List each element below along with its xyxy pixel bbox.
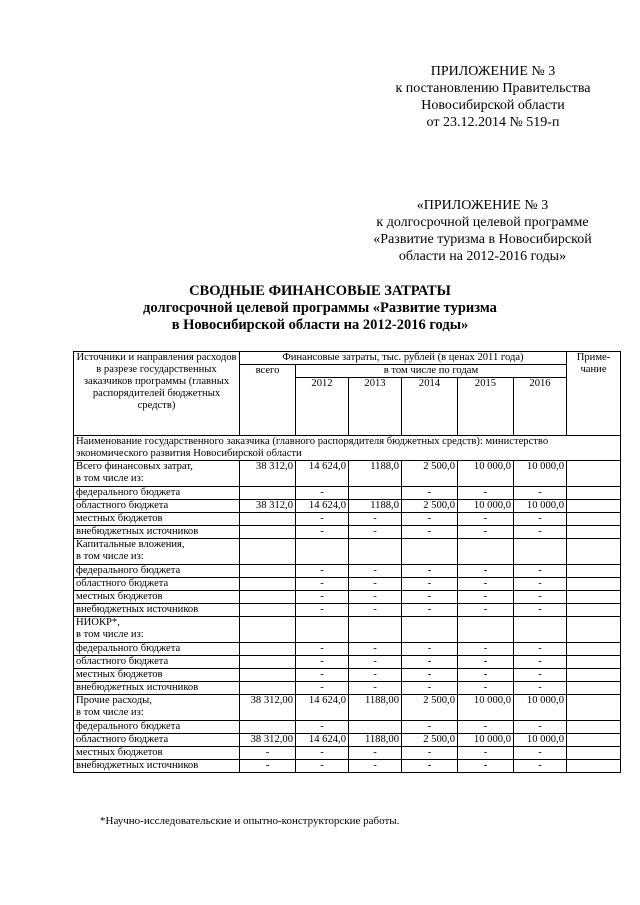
footnote: *Научно-исследовательские и опытно-конструкторские работы. bbox=[100, 815, 400, 827]
table-row bbox=[74, 487, 621, 500]
value-cell: 14 624,0 bbox=[296, 500, 349, 513]
table-row-group-header bbox=[74, 461, 621, 487]
value-cell: 1188,0 bbox=[349, 461, 402, 487]
value-cell: - bbox=[296, 682, 349, 695]
group-title-cell bbox=[74, 539, 240, 565]
appendix-header-government bbox=[378, 63, 608, 131]
table-row bbox=[74, 747, 621, 760]
value-cell: 1188,00 bbox=[349, 695, 402, 721]
value-cell: 1188,0 bbox=[349, 500, 402, 513]
value-cell: - bbox=[514, 565, 567, 578]
value-cell: - bbox=[514, 604, 567, 617]
table-row bbox=[74, 604, 621, 617]
value-cell: - bbox=[349, 669, 402, 682]
group-title-cell bbox=[74, 617, 240, 643]
value-cell: - bbox=[458, 643, 514, 656]
group-title: НИОКР*, bbox=[76, 617, 120, 628]
value-cell: 10 000,0 bbox=[458, 461, 514, 487]
value-cell bbox=[458, 539, 514, 565]
value-cell: - bbox=[514, 578, 567, 591]
appendix-header-line: области на 2012-2016 годы» bbox=[398, 249, 567, 264]
value-cell bbox=[240, 656, 296, 669]
source-label: федерального бюджета bbox=[74, 721, 240, 734]
value-cell: 2 500,0 bbox=[402, 734, 458, 747]
value-cell: 10 000,0 bbox=[458, 734, 514, 747]
value-cell bbox=[240, 526, 296, 539]
value-cell: - bbox=[402, 656, 458, 669]
value-cell: - bbox=[349, 760, 402, 773]
source-label: внебюджетных источников bbox=[74, 604, 240, 617]
value-cell: - bbox=[296, 578, 349, 591]
value-cell: - bbox=[296, 513, 349, 526]
source-label: областного бюджета bbox=[74, 656, 240, 669]
value-cell bbox=[349, 721, 402, 734]
note-cell bbox=[567, 695, 621, 721]
source-label: областного бюджета bbox=[74, 500, 240, 513]
value-cell bbox=[296, 539, 349, 565]
value-cell: - bbox=[402, 604, 458, 617]
note-cell bbox=[567, 487, 621, 500]
value-cell: - bbox=[402, 669, 458, 682]
appendix-header-program bbox=[355, 197, 610, 265]
value-cell: - bbox=[514, 487, 567, 500]
value-cell bbox=[240, 617, 296, 643]
value-cell: - bbox=[458, 760, 514, 773]
value-cell bbox=[240, 591, 296, 604]
value-cell: - bbox=[349, 513, 402, 526]
value-cell: 10 000,0 bbox=[514, 461, 567, 487]
group-subtitle: в том числе из: bbox=[76, 551, 144, 562]
group-subtitle: в том числе из: bbox=[76, 707, 144, 718]
group-title: Всего финансовых затрат, bbox=[76, 461, 193, 472]
header-by-years: в том числе по годам bbox=[296, 365, 567, 378]
value-cell: 38 312,0 bbox=[240, 461, 296, 487]
value-cell bbox=[240, 721, 296, 734]
value-cell: 10 000,0 bbox=[514, 734, 567, 747]
source-label: внебюджетных источников bbox=[74, 526, 240, 539]
customer-row: Наименование государственного заказчика (главного распорядителя бюджетных средств): министерство экономического развития Новосибирской области bbox=[74, 436, 621, 461]
value-cell: 38 312,0 bbox=[240, 500, 296, 513]
note-cell bbox=[567, 513, 621, 526]
value-cell bbox=[240, 487, 296, 500]
value-cell bbox=[402, 539, 458, 565]
table-row bbox=[74, 669, 621, 682]
value-cell: - bbox=[402, 721, 458, 734]
table-row bbox=[74, 760, 621, 773]
source-label: областного бюджета bbox=[74, 578, 240, 591]
value-cell bbox=[349, 617, 402, 643]
value-cell: - bbox=[514, 669, 567, 682]
source-label: федерального бюджета bbox=[74, 565, 240, 578]
appendix-header-line: к постановлению Правительства bbox=[395, 81, 591, 96]
value-cell: - bbox=[514, 760, 567, 773]
value-cell bbox=[458, 617, 514, 643]
title-line: долгосрочной целевой программы «Развитие туризма bbox=[143, 300, 497, 316]
value-cell: 14 624,0 bbox=[296, 734, 349, 747]
table-row bbox=[74, 643, 621, 656]
note-cell bbox=[567, 721, 621, 734]
value-cell: - bbox=[402, 513, 458, 526]
value-cell bbox=[296, 617, 349, 643]
value-cell: 10 000,0 bbox=[514, 500, 567, 513]
appendix-header-line: ПРИЛОЖЕНИЕ № 3 bbox=[430, 64, 556, 79]
source-label: внебюджетных источников bbox=[74, 760, 240, 773]
appendix-header-line: «ПРИЛОЖЕНИЕ № 3 bbox=[416, 198, 549, 213]
value-cell: - bbox=[402, 682, 458, 695]
source-label: областного бюджета bbox=[74, 734, 240, 747]
value-cell: - bbox=[349, 747, 402, 760]
value-cell: - bbox=[458, 656, 514, 669]
source-label: внебюджетных источников bbox=[74, 682, 240, 695]
value-cell: - bbox=[296, 604, 349, 617]
value-cell: 10 000,0 bbox=[458, 500, 514, 513]
note-cell bbox=[567, 578, 621, 591]
table-row bbox=[74, 591, 621, 604]
value-cell: - bbox=[296, 487, 349, 500]
value-cell: - bbox=[402, 578, 458, 591]
value-cell bbox=[240, 539, 296, 565]
value-cell: - bbox=[349, 565, 402, 578]
table-row bbox=[74, 565, 621, 578]
value-cell: - bbox=[349, 604, 402, 617]
table-row bbox=[74, 721, 621, 734]
note-cell bbox=[567, 669, 621, 682]
appendix-header-line: «Развитие туризма в Новосибирской bbox=[373, 232, 592, 247]
value-cell: 2 500,0 bbox=[402, 461, 458, 487]
value-cell bbox=[240, 513, 296, 526]
source-label: федерального бюджета bbox=[74, 487, 240, 500]
group-title-cell bbox=[74, 695, 240, 721]
value-cell: - bbox=[402, 526, 458, 539]
value-cell: - bbox=[349, 578, 402, 591]
group-subtitle: в том числе из: bbox=[76, 629, 144, 640]
table-row bbox=[74, 656, 621, 669]
table-row bbox=[74, 526, 621, 539]
group-subtitle: в том числе из: bbox=[76, 473, 144, 484]
value-cell: 2 500,0 bbox=[402, 500, 458, 513]
value-cell bbox=[349, 487, 402, 500]
value-cell bbox=[240, 643, 296, 656]
note-cell bbox=[567, 760, 621, 773]
value-cell: - bbox=[296, 565, 349, 578]
title-line: в Новосибирской области на 2012-2016 годы» bbox=[171, 317, 469, 333]
value-cell bbox=[514, 617, 567, 643]
table-row-group-header bbox=[74, 695, 621, 721]
value-cell: - bbox=[240, 747, 296, 760]
financial-costs-table bbox=[73, 351, 621, 773]
value-cell: - bbox=[458, 513, 514, 526]
table-row-group-header bbox=[74, 539, 621, 565]
header-year: 2012 bbox=[296, 378, 349, 436]
value-cell: - bbox=[514, 591, 567, 604]
value-cell: - bbox=[296, 721, 349, 734]
source-label: местных бюджетов bbox=[74, 513, 240, 526]
table-row-group-header bbox=[74, 617, 621, 643]
value-cell: - bbox=[514, 721, 567, 734]
note-cell bbox=[567, 591, 621, 604]
value-cell: 10 000,0 bbox=[514, 695, 567, 721]
value-cell: - bbox=[402, 760, 458, 773]
table-row bbox=[74, 513, 621, 526]
source-label: местных бюджетов bbox=[74, 669, 240, 682]
group-title: Прочие расходы, bbox=[76, 695, 152, 706]
header-sources: Источники и направления расходов в разрезе государственных заказчиков программы (главных распорядителей бюджетных средств) bbox=[74, 352, 240, 436]
value-cell: - bbox=[458, 578, 514, 591]
note-cell bbox=[567, 682, 621, 695]
value-cell bbox=[240, 578, 296, 591]
value-cell: - bbox=[458, 682, 514, 695]
value-cell: - bbox=[458, 604, 514, 617]
value-cell: 14 624,0 bbox=[296, 461, 349, 487]
table-row bbox=[74, 734, 621, 747]
group-title: Капитальные вложения, bbox=[76, 539, 185, 550]
table-row bbox=[74, 578, 621, 591]
value-cell: 14 624,0 bbox=[296, 695, 349, 721]
value-cell: - bbox=[514, 747, 567, 760]
header-total: всего bbox=[240, 365, 296, 436]
value-cell: - bbox=[349, 656, 402, 669]
value-cell: - bbox=[514, 643, 567, 656]
table-row bbox=[74, 682, 621, 695]
value-cell bbox=[402, 617, 458, 643]
appendix-header-line: Новосибирской области bbox=[421, 98, 565, 113]
header-note: Приме-чание bbox=[567, 352, 621, 436]
value-cell: - bbox=[402, 487, 458, 500]
source-label: местных бюджетов bbox=[74, 747, 240, 760]
value-cell: - bbox=[349, 591, 402, 604]
note-cell bbox=[567, 656, 621, 669]
value-cell bbox=[514, 539, 567, 565]
value-cell bbox=[240, 604, 296, 617]
value-cell: - bbox=[514, 656, 567, 669]
value-cell bbox=[240, 669, 296, 682]
value-cell: - bbox=[458, 721, 514, 734]
value-cell: - bbox=[402, 591, 458, 604]
note-cell bbox=[567, 565, 621, 578]
value-cell: 1188,00 bbox=[349, 734, 402, 747]
header-costs: Финансовые затраты, тыс. рублей (в ценах 2011 года) bbox=[240, 352, 567, 365]
note-cell bbox=[567, 526, 621, 539]
note-cell bbox=[567, 539, 621, 565]
value-cell bbox=[240, 682, 296, 695]
value-cell: - bbox=[458, 526, 514, 539]
value-cell: - bbox=[296, 656, 349, 669]
title-line: СВОДНЫЕ ФИНАНСОВЫЕ ЗАТРАТЫ bbox=[189, 283, 451, 299]
value-cell: - bbox=[296, 526, 349, 539]
note-cell bbox=[567, 461, 621, 487]
header-year: 2014 bbox=[402, 378, 458, 436]
value-cell: - bbox=[402, 643, 458, 656]
note-cell bbox=[567, 734, 621, 747]
value-cell: - bbox=[240, 760, 296, 773]
value-cell: - bbox=[514, 526, 567, 539]
value-cell: - bbox=[514, 513, 567, 526]
value-cell: - bbox=[514, 682, 567, 695]
value-cell: - bbox=[296, 747, 349, 760]
note-cell bbox=[567, 747, 621, 760]
document-title bbox=[60, 283, 580, 334]
note-cell bbox=[567, 617, 621, 643]
value-cell: - bbox=[296, 591, 349, 604]
appendix-header-line: к долгосрочной целевой программе bbox=[376, 215, 589, 230]
value-cell: - bbox=[296, 669, 349, 682]
value-cell: - bbox=[458, 747, 514, 760]
value-cell bbox=[240, 565, 296, 578]
header-year: 2015 bbox=[458, 378, 514, 436]
value-cell: - bbox=[349, 643, 402, 656]
header-year: 2013 bbox=[349, 378, 402, 436]
value-cell: - bbox=[458, 487, 514, 500]
appendix-header-line: от 23.12.2014 № 519-п bbox=[426, 115, 560, 130]
value-cell: - bbox=[458, 591, 514, 604]
source-label: местных бюджетов bbox=[74, 591, 240, 604]
value-cell: 2 500,0 bbox=[402, 695, 458, 721]
value-cell: - bbox=[458, 669, 514, 682]
note-cell bbox=[567, 604, 621, 617]
value-cell: - bbox=[349, 682, 402, 695]
value-cell: - bbox=[296, 643, 349, 656]
value-cell: - bbox=[402, 565, 458, 578]
header-year: 2016 bbox=[514, 378, 567, 436]
note-cell bbox=[567, 643, 621, 656]
group-title-cell bbox=[74, 461, 240, 487]
value-cell: - bbox=[402, 747, 458, 760]
value-cell: - bbox=[349, 526, 402, 539]
value-cell: - bbox=[458, 565, 514, 578]
value-cell: - bbox=[296, 760, 349, 773]
source-label: федерального бюджета bbox=[74, 643, 240, 656]
value-cell: 38 312,00 bbox=[240, 695, 296, 721]
value-cell bbox=[349, 539, 402, 565]
value-cell: 10 000,0 bbox=[458, 695, 514, 721]
note-cell bbox=[567, 500, 621, 513]
value-cell: 38 312,00 bbox=[240, 734, 296, 747]
table-row bbox=[74, 500, 621, 513]
